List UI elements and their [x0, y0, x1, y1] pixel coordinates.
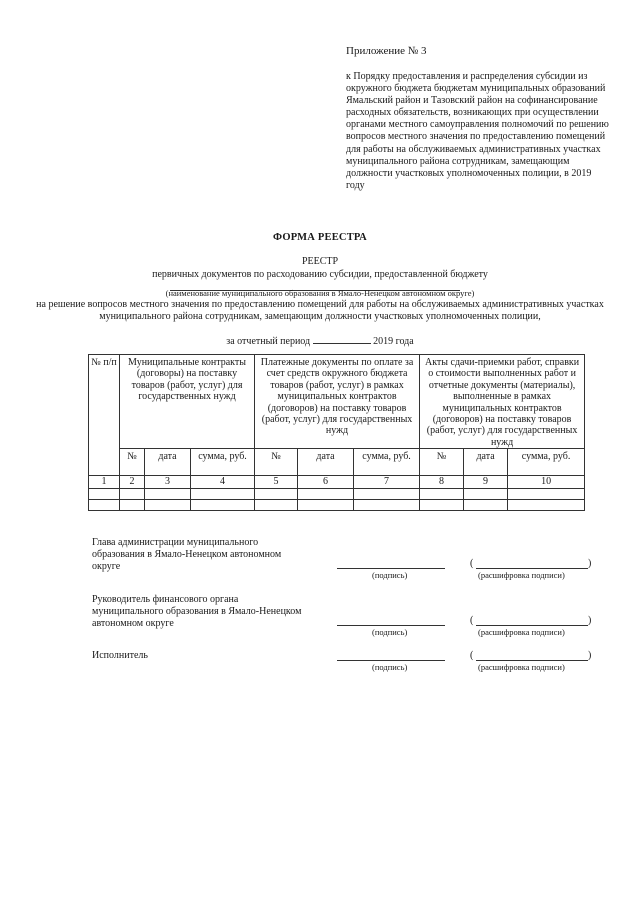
paren-close: ): [588, 615, 592, 626]
header-payments: Платежные документы по оплате за счет средств окружного бюджета товаров (работ, услуг) в рамках муниципальных контрактов (договоров) на поставку товаров (работ, услуг) для государственных нужд: [255, 355, 420, 449]
signatory-head-label: Глава администрации муниципального образования в Ямало-Ненецком автономном округе: [92, 537, 282, 572]
paren-open: (: [470, 615, 474, 626]
form-title: ФОРМА РЕЕСТРА: [273, 232, 367, 243]
decode-line: [476, 625, 588, 626]
column-number: 10: [508, 476, 585, 489]
column-number: 4: [191, 476, 255, 489]
paren-open: (: [470, 650, 474, 661]
header-row-number: № п/п: [89, 355, 120, 476]
subheader-cell: дата: [145, 449, 191, 476]
decode-caption: (расшифровка подписи): [478, 662, 565, 672]
column-number: 8: [420, 476, 464, 489]
subheader-cell: №: [255, 449, 298, 476]
subheader-cell: сумма, руб.: [354, 449, 420, 476]
registry-title: РЕЕСТР: [301, 256, 339, 267]
appendix-title: Приложение № 3: [346, 45, 427, 57]
subheader-cell: сумма, руб.: [508, 449, 585, 476]
column-number: 2: [120, 476, 145, 489]
registry-purpose: на решение вопросов местного значения по предоставлению помещений для работы на обслуживаемых административных участках муниципального района сотрудникам, замещающим должности участковых уполномоченных полиции,: [36, 299, 604, 323]
reporting-period: [0, 335, 640, 347]
signature-line: [337, 625, 445, 626]
signatory-finance-label: Руководитель финансового органа муниципального образования в Ямало-Ненецком автономном округе: [92, 594, 302, 629]
signature-line: [337, 660, 445, 661]
subheader-cell: №: [420, 449, 464, 476]
signature-line: [337, 568, 445, 569]
table-row: [89, 500, 585, 511]
signatory-executor-label: Исполнитель: [92, 650, 148, 661]
period-label: за отчетный период: [226, 336, 311, 347]
period-blank: [313, 335, 371, 344]
registry-subtitle: первичных документов по расходованию субсидии, предоставленной бюджету: [152, 269, 488, 280]
signature-caption: (подпись): [372, 570, 408, 580]
paren-close: ): [588, 558, 592, 569]
column-number: 6: [298, 476, 354, 489]
appendix-body: к Порядку предоставления и распределения субсидии из окружного бюджета бюджетам муниципальных образований Ямальский район и Тазовский район на софинансирование расходных обязательств, возникающих при осуществлении органами местного самоуправления полномочий по решению вопросов местного значения по предоставлению помещений для работы на обслуживаемых административных участках муниципального района сотрудникам, замещающим должности участковых уполномоченных полиции, в 2019 году: [346, 71, 609, 191]
column-number: 7: [354, 476, 420, 489]
subheader-cell: №: [120, 449, 145, 476]
period-year: 2019 года: [373, 336, 414, 347]
decode-caption: (расшифровка подписи): [478, 627, 565, 637]
signature-caption: (подпись): [372, 662, 408, 672]
decode-line: [476, 660, 588, 661]
header-acts: Акты сдачи-приемки работ, справки о стоимости выполненных работ и отчетные документы (материалы), выполненные в рамках муниципальных контрактов (договоров) на поставку товаров (работ, услуг) для государственных нужд: [420, 355, 585, 449]
paren-open: (: [470, 558, 474, 569]
paren-close: ): [588, 650, 592, 661]
column-number: 3: [145, 476, 191, 489]
subheader-cell: дата: [298, 449, 354, 476]
decode-line: [476, 568, 588, 569]
table-row: [89, 489, 585, 500]
column-number: 5: [255, 476, 298, 489]
column-number: 9: [464, 476, 508, 489]
header-contracts: Муниципальные контракты (договоры) на поставку товаров (работ, услуг) для государственных нужд: [120, 355, 255, 449]
subheader-cell: сумма, руб.: [191, 449, 255, 476]
decode-caption: (расшифровка подписи): [478, 570, 565, 580]
municipality-hint: (наименование муниципального образования в Ямало-Ненецком автономном округе): [165, 288, 475, 298]
registry-table: [88, 354, 585, 511]
column-number: 1: [89, 476, 120, 489]
signature-caption: (подпись): [372, 627, 408, 637]
subheader-cell: дата: [464, 449, 508, 476]
